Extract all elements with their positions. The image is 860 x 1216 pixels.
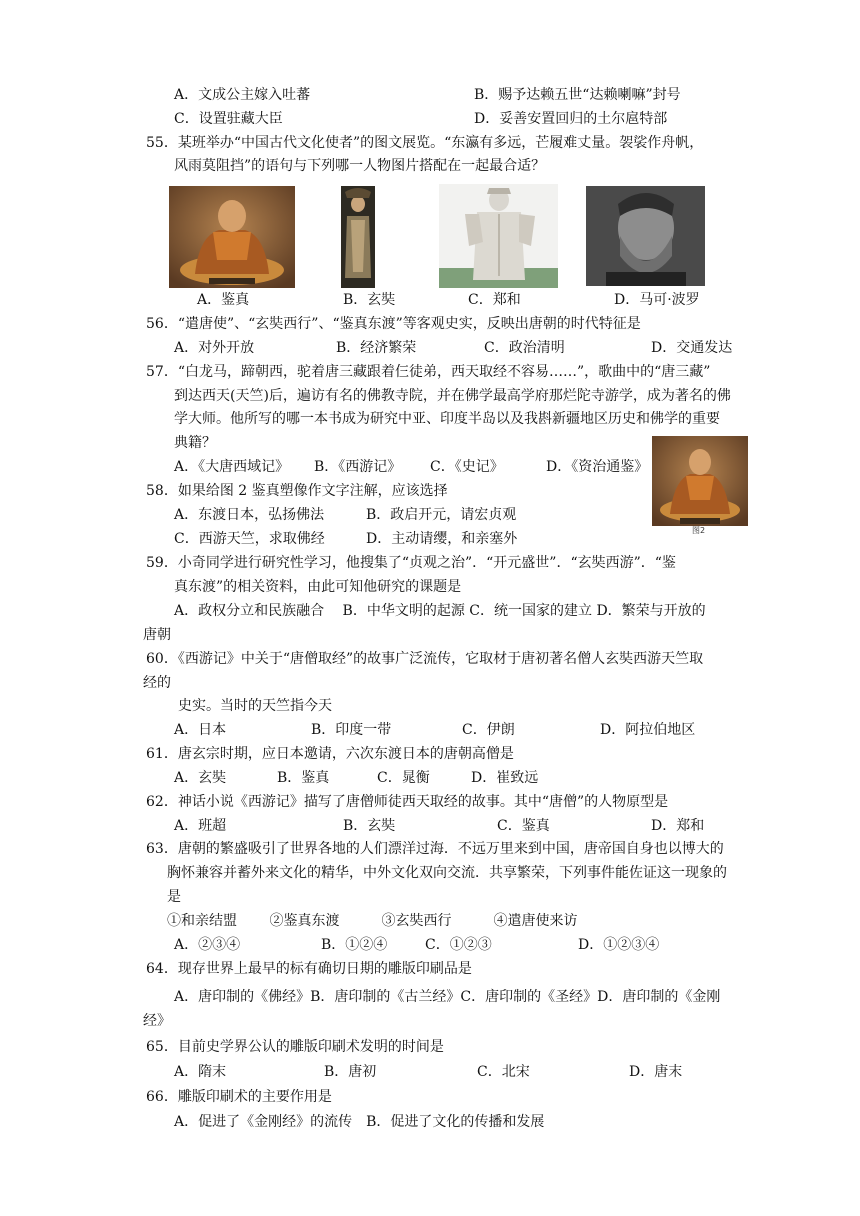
q57-option-d: D．《资治通鉴》 — [546, 459, 649, 475]
q55-option-d: D．马可·波罗 — [614, 292, 700, 308]
q58-option-d: D．主动请缨，和亲塞外 — [366, 531, 518, 547]
q57-stem-line2: 到达西天(天竺)后，遍访有名的佛教寺院，并在佛学最高学府那烂陀寺游学，成为著名的佛 — [174, 388, 731, 404]
figure-2-caption: 图2 — [692, 526, 706, 535]
q58-option-b: B．政启开元，请宏贞观 — [366, 507, 517, 523]
q56-option-c: C．政治清明 — [484, 340, 565, 356]
q57-stem-line1: 57．“白龙马，蹄朝西，驼着唐三藏跟着仨徒弟，西天取经不容易……”，歌曲中的“唐三藏” — [146, 364, 711, 380]
q62-stem: 62．神话小说《西游记》描写了唐僧师徒西天取经的故事。其中“唐僧”的人物原型是 — [146, 794, 669, 810]
q63-option-d: D．①②③④ — [578, 937, 660, 953]
q63-option-a: A．②③④ — [174, 937, 241, 953]
xuanzang-image — [341, 186, 375, 288]
q59-stem-line1: 59．小奇同学进行研究性学习，他搜集了“贞观之治”．“开元盛世”．“玄奘西游”．“鉴 — [146, 555, 676, 571]
q56-option-a: A．对外开放 — [174, 340, 255, 356]
q60-stem-line1: 60．《西游记》中关于“唐僧取经”的故事广泛流传，它取材于唐初著名僧人玄奘西游天竺取 — [146, 651, 704, 667]
q66-options: A．促进了《金刚经》的流传 B．促进了文化的传播和发展 — [174, 1114, 545, 1130]
zhenghe-statue-image — [439, 184, 558, 288]
q65-option-b: B．唐初 — [324, 1064, 377, 1080]
q60-option-d: D．阿拉伯地区 — [600, 722, 696, 738]
q63-stem-line3: 是 — [167, 889, 181, 905]
q65-option-c: C．北宋 — [477, 1064, 530, 1080]
q57-stem-line4: 典籍？ — [174, 435, 216, 451]
q62-option-b: B．玄奘 — [343, 818, 396, 834]
q60-option-c: C．伊朗 — [462, 722, 515, 738]
q56-option-d: D．交通发达 — [651, 340, 733, 356]
q61-option-c: C．晁衡 — [377, 770, 430, 786]
q54-option-d: D．妥善安置回归的土尔扈特部 — [474, 111, 668, 127]
q62-option-d: D．郑和 — [651, 818, 705, 834]
q60-option-a: A．日本 — [174, 722, 227, 738]
q66-stem: 66．雕版印刷术的主要作用是 — [146, 1089, 332, 1105]
q58-option-a: A．东渡日本，弘扬佛法 — [174, 507, 325, 523]
figure-2-jianzhen-image — [652, 436, 748, 526]
q60-stem-line2: 经的 — [143, 675, 171, 691]
jianzhen-statue-image — [169, 186, 295, 288]
q58-option-c: C．西游天竺，求取佛经 — [174, 531, 325, 547]
q59-options: A．政权分立和民族融合 B．中华文明的起源 C．统一国家的建立 D．繁荣与开放的 — [174, 603, 706, 619]
q61-option-d: D．崔致远 — [471, 770, 539, 786]
q57-option-a: A．《大唐西域记》 — [174, 459, 290, 475]
marco-polo-image — [586, 186, 705, 286]
q62-option-c: C．鉴真 — [497, 818, 550, 834]
q55-stem-line1: 55．某班举办“中国古代文化使者”的图文展览。“东瀛有多远，芒履难丈量。袈裟作舟帆， — [146, 135, 704, 151]
q56-option-b: B．经济繁荣 — [336, 340, 417, 356]
q55-option-a: A．鉴真 — [197, 292, 250, 308]
q54-option-b: B．赐予达赖五世“达赖喇嘛”封号 — [474, 87, 681, 103]
q61-option-a: A．玄奘 — [174, 770, 227, 786]
q65-stem: 65．目前史学界公认的雕版印刷术发明的时间是 — [146, 1039, 444, 1055]
q63-stem-line1: 63．唐朝的繁盛吸引了世界各地的人们漂洋过海．不远万里来到中国，唐帝国自身也以博大的 — [146, 841, 724, 857]
q55-stem-line2: 风雨莫阻挡”的语句与下列哪一人物图片搭配在一起最合适？ — [174, 158, 546, 174]
q59-options-continued: 唐朝 — [143, 627, 171, 643]
q60-stem-line3: 史实。当时的天竺指今天 — [178, 698, 332, 714]
q61-stem: 61．唐玄宗时期，应日本邀请，六次东渡日本的唐朝高僧是 — [146, 746, 514, 762]
q60-option-b: B．印度一带 — [311, 722, 392, 738]
q57-option-c: C．《史记》 — [430, 459, 504, 475]
q65-option-a: A．隋末 — [174, 1064, 227, 1080]
q63-option-b: B．①②④ — [321, 937, 388, 953]
q63-items: ①和亲结盟 ②鉴真东渡 ③玄奘西行 ④遣唐使来访 — [167, 913, 578, 929]
q63-option-c: C．①②③ — [425, 937, 492, 953]
q54-option-a: A．文成公主嫁入吐蕃 — [174, 87, 311, 103]
q63-stem-line2: 胸怀兼容并蓄外来文化的精华，中外文化双向交流．共享繁荣，下列事件能佐证这一现象的 — [167, 865, 727, 881]
q58-stem: 58．如果给图 2 鉴真塑像作文字注解，应该选择 — [146, 483, 448, 499]
q59-stem-line2: 真东渡”的相关资料，由此可知他研究的课题是 — [174, 579, 462, 595]
q64-options: A．唐印制的《佛经》B．唐印制的《古兰经》C．唐印制的《圣经》D．唐印制的《金刚 — [174, 989, 721, 1005]
q61-option-b: B．鉴真 — [277, 770, 330, 786]
q54-option-c: C．设置驻藏大臣 — [174, 111, 283, 127]
q57-stem-line3: 学大师。他所写的哪一本书成为研究中亚、印度半岛以及我斟新疆地区历史和佛学的重要 — [174, 411, 720, 427]
q64-options-continued: 经》 — [143, 1013, 171, 1029]
q56-stem: 56．“遣唐使”、“玄奘西行”、“鉴真东渡”等客观史实，反映出唐朝的时代特征是 — [146, 316, 641, 332]
q55-option-c: C．郑和 — [468, 292, 521, 308]
q62-option-a: A．班超 — [174, 818, 227, 834]
q65-option-d: D．唐末 — [629, 1064, 683, 1080]
q57-option-b: B．《西游记》 — [314, 459, 402, 475]
q55-option-b: B．玄奘 — [343, 292, 396, 308]
q64-stem: 64．现存世界上最早的标有确切日期的雕版印刷品是 — [146, 961, 472, 977]
